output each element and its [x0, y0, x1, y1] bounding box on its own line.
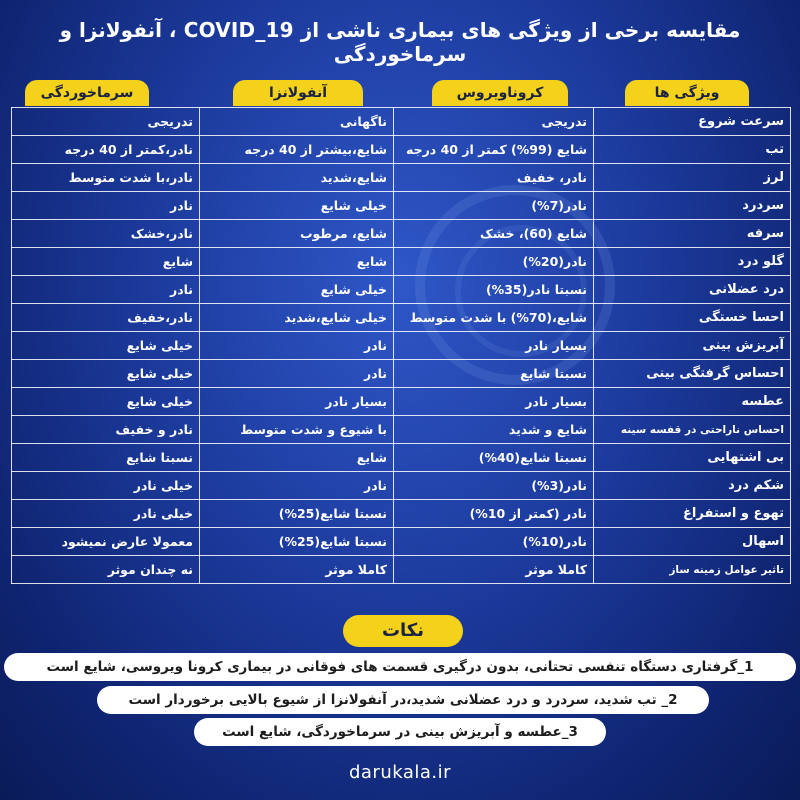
cell-cold: نادر،خفیف — [12, 304, 200, 332]
cell-corona: تدریجی — [394, 108, 594, 136]
cell-feature: درد عضلانی — [594, 276, 791, 304]
cell-cold: نادر،خشک — [12, 220, 200, 248]
header-cold: سرماخوردگی — [25, 80, 149, 106]
cell-flu: با شیوع و شدت متوسط — [200, 416, 394, 444]
cell-cold: نسبتا شایع — [12, 444, 200, 472]
cell-flu: نادر — [200, 332, 394, 360]
cell-cold: شایع — [12, 248, 200, 276]
cell-corona: نادر(7%) — [394, 192, 594, 220]
table-row — [12, 500, 791, 528]
cell-feature: احسا خستگی — [594, 304, 791, 332]
cell-cold: خیلی شایع — [12, 388, 200, 416]
cell-corona: نادر، خفیف — [394, 164, 594, 192]
cell-corona: شایع (60)، خشک — [394, 220, 594, 248]
header-features: ویژگی ها — [625, 80, 749, 106]
table-row — [12, 388, 791, 416]
cell-feature: سردرد — [594, 192, 791, 220]
header-corona: کروناویروس — [432, 80, 568, 106]
cell-flu: خیلی شایع،شدید — [200, 304, 394, 332]
cell-feature: آبریزش بینی — [594, 332, 791, 360]
table-row — [12, 472, 791, 500]
cell-cold: معمولا عارض نمیشود — [12, 528, 200, 556]
cell-feature: تهوع و استفراغ — [594, 500, 791, 528]
cell-flu: شایع، مرطوب — [200, 220, 394, 248]
footer-website: darukala.ir — [348, 762, 452, 783]
cell-flu: نسبتا شایع(25%) — [200, 500, 394, 528]
cell-cold: خیلی شایع — [12, 332, 200, 360]
cell-feature: تاثیر عوامل زمینه ساز — [594, 556, 791, 584]
cell-corona: نسبتا نادر(35%) — [394, 276, 594, 304]
cell-flu: بسیار نادر — [200, 388, 394, 416]
cell-flu: نسبتا شایع(25%) — [200, 528, 394, 556]
cell-cold: نادر،با شدت متوسط — [12, 164, 200, 192]
cell-flu: شایع — [200, 248, 394, 276]
cell-corona: بسیار نادر — [394, 332, 594, 360]
cell-cold: خیلی نادر — [12, 500, 200, 528]
cell-corona: نادر(10%) — [394, 528, 594, 556]
cell-feature: احساس ناراحتی در قفسه سینه — [594, 416, 791, 444]
cell-corona: نسبتا شایع(40%) — [394, 444, 594, 472]
cell-corona: شایع (99%) کمتر از 40 درجه — [394, 136, 594, 164]
table-row — [12, 136, 791, 164]
table-row — [12, 360, 791, 388]
table-row — [12, 332, 791, 360]
header-flu: آنفولانزا — [233, 80, 363, 106]
table-row — [12, 220, 791, 248]
cell-feature: عطسه — [594, 388, 791, 416]
cell-corona: شایع،(70%) با شدت متوسط — [394, 304, 594, 332]
cell-flu: خیلی شایع — [200, 276, 394, 304]
cell-corona: بسیار نادر — [394, 388, 594, 416]
table-row — [12, 556, 791, 584]
table-row — [12, 108, 791, 136]
cell-flu: خیلی شایع — [200, 192, 394, 220]
cell-corona: نادر (کمتر از 10%) — [394, 500, 594, 528]
cell-flu: ناگهانی — [200, 108, 394, 136]
cell-cold: نه چندان موثر — [12, 556, 200, 584]
table-row — [12, 276, 791, 304]
cell-flu: نادر — [200, 472, 394, 500]
cell-feature: تب — [594, 136, 791, 164]
cell-cold: نادر — [12, 276, 200, 304]
cell-cold: خیلی شایع — [12, 360, 200, 388]
table-row — [12, 164, 791, 192]
cell-feature: شکم درد — [594, 472, 791, 500]
note-2: 2_ تب شدید، سردرد و درد عضلانی شدید،در آنفولانزا از شیوع بالایی برخوردار است — [97, 686, 709, 714]
cell-feature: سرفه — [594, 220, 791, 248]
cell-flu: کاملا موثر — [200, 556, 394, 584]
cell-cold: نادر — [12, 192, 200, 220]
cell-corona: نادر(20%) — [394, 248, 594, 276]
cell-cold: خیلی نادر — [12, 472, 200, 500]
cell-flu: شایع — [200, 444, 394, 472]
cell-corona: نسبتا شایع — [394, 360, 594, 388]
table-row — [12, 304, 791, 332]
table-row — [12, 444, 791, 472]
cell-corona: شایع و شدید — [394, 416, 594, 444]
cell-flu: نادر — [200, 360, 394, 388]
cell-corona: نادر(3%) — [394, 472, 594, 500]
comparison-table — [11, 107, 791, 584]
cell-corona: کاملا موثر — [394, 556, 594, 584]
cell-feature: لرز — [594, 164, 791, 192]
table-row — [12, 192, 791, 220]
table-row — [12, 528, 791, 556]
cell-flu: شایع،بیشتر از 40 درجه — [200, 136, 394, 164]
cell-flu: شایع،شدید — [200, 164, 394, 192]
cell-feature: سرعت شروع — [594, 108, 791, 136]
cell-cold: تدریجی — [12, 108, 200, 136]
note-3: 3_عطسه و آبریزش بینی در سرماخوردگی، شایع است — [194, 718, 606, 746]
table-row — [12, 248, 791, 276]
cell-feature: اسهال — [594, 528, 791, 556]
notes-title: نکات — [343, 615, 463, 647]
cell-feature: بی اشتهایی — [594, 444, 791, 472]
page-title: مقایسه برخی از ویژگی های بیماری ناشی از COVID_19 ، آنفولانزا و سرماخوردگی — [59, 18, 741, 66]
note-1: 1_گرفتاری دستگاه تنفسی تحتانی، بدون درگیری قسمت های فوقانی در بیماری کرونا ویروسی، شایع است — [4, 653, 796, 681]
cell-feature: احساس گرفتگی بینی — [594, 360, 791, 388]
table-row — [12, 416, 791, 444]
cell-cold: نادر،کمتر از 40 درجه — [12, 136, 200, 164]
cell-cold: نادر و خفیف — [12, 416, 200, 444]
cell-feature: گلو درد — [594, 248, 791, 276]
